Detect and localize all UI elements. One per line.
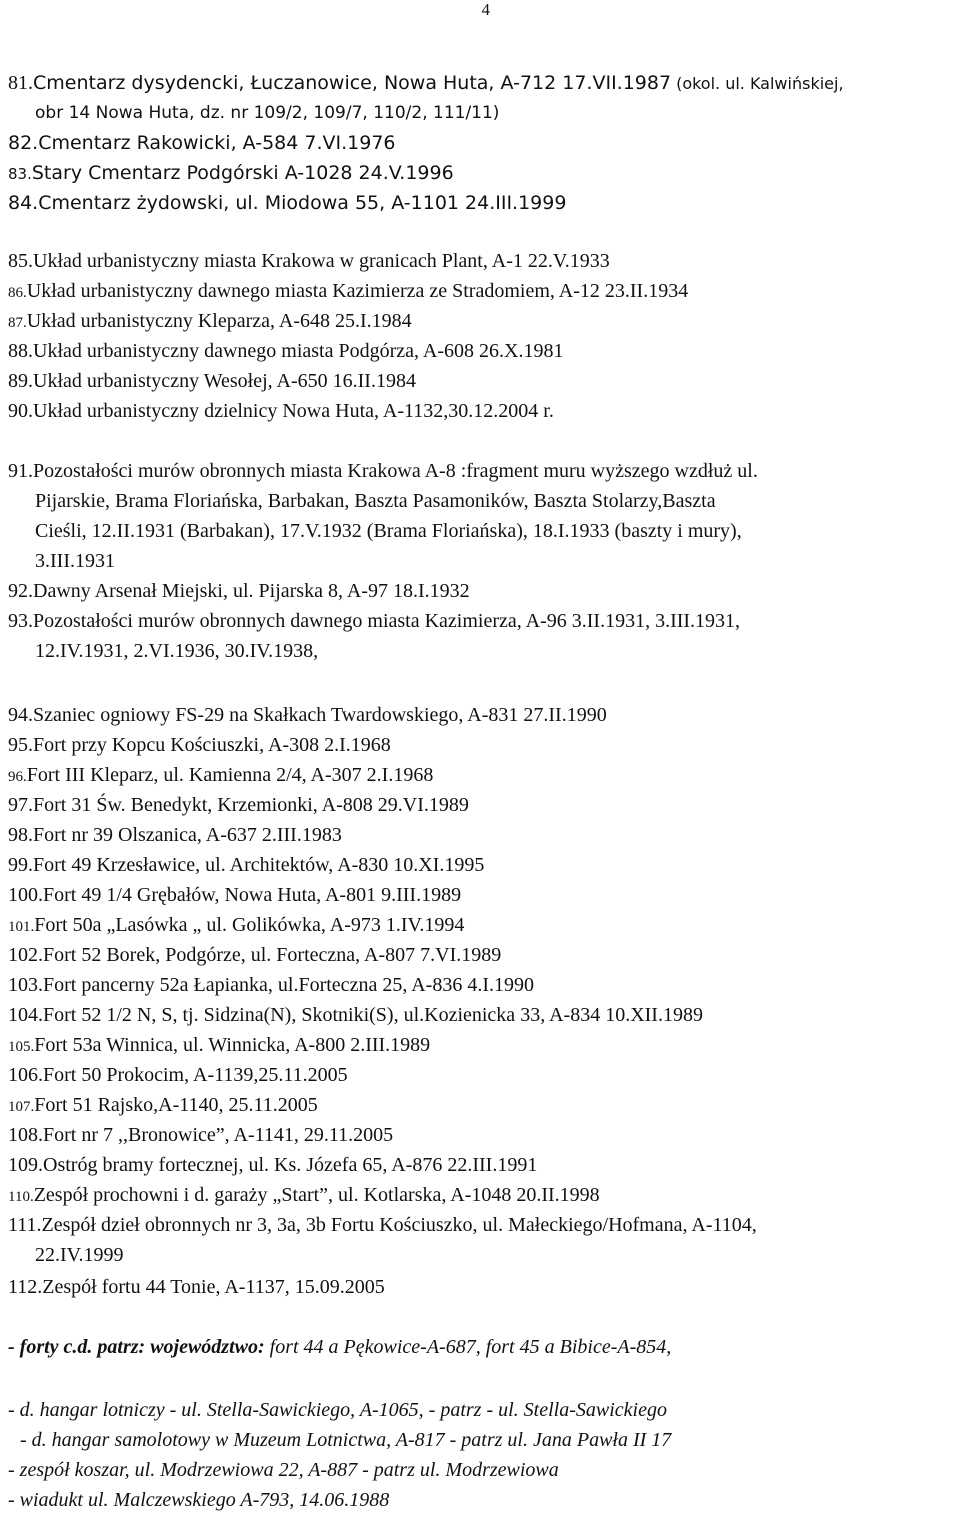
item-number: 94.: [8, 704, 33, 726]
footer-hangar-lotniczy: - d. hangar lotniczy - ul. Stella-Sawickiego, A-1065, - patrz - ul. Stella-Sawickiego: [8, 1399, 667, 1421]
item-number: 84.: [8, 192, 39, 214]
item-text: Układ urbanistyczny Kleparza, A-648 25.I.1984: [26, 310, 412, 332]
list-item: [8, 68, 953, 99]
item-text: Układ urbanistyczny dawnego miasta Kazimierza ze Stradomiem, A-12 23.II.1934: [26, 280, 689, 302]
list-item: [8, 188, 953, 218]
item-number: 87.: [8, 315, 27, 331]
item-text: Ostróg bramy fortecznej, ul. Ks. Józefa 65, A-876 22.III.1991: [43, 1154, 538, 1176]
item-number: 102.: [8, 944, 43, 966]
item-number: 99.: [8, 854, 33, 876]
item-number: 104.: [8, 1004, 43, 1026]
item-number: 89.: [8, 370, 33, 392]
item-text: Zespół fortu 44 Tonie, A-1137, 15.09.2005: [42, 1276, 385, 1298]
item-number: 111.: [8, 1214, 42, 1236]
list-item: [8, 910, 953, 942]
list-item: [8, 1000, 953, 1030]
item-text: Fort 31 Św. Benedykt, Krzemionki, A-808 29.VI.1989: [33, 794, 469, 816]
list-item: [8, 1150, 953, 1180]
item-number: 90.: [8, 400, 33, 422]
item-text: Fort pancerny 52a Łapianka, ul.Forteczna 25, A-836 4.I.1990: [43, 974, 534, 996]
list-item: [8, 970, 953, 1000]
item-text: Fort nr 39 Olszanica, A-637 2.III.1983: [33, 824, 342, 846]
footer-zespol-koszar: - zespół koszar, ul. Modrzewiowa 22, A-887 - patrz ul. Modrzewiowa: [8, 1459, 559, 1481]
list-item: [8, 1272, 953, 1302]
item-number: 97.: [8, 794, 33, 816]
list-item: [8, 940, 953, 970]
item-number: 96.: [8, 769, 27, 785]
item-number: 91.: [8, 460, 33, 482]
item-number: 105.: [8, 1039, 35, 1055]
list-item: [8, 366, 953, 396]
list-item: [8, 306, 953, 338]
list-item: [8, 820, 953, 850]
item-number: 106.: [8, 1064, 43, 1086]
list-item: [8, 606, 953, 636]
item-number: 83.: [8, 165, 32, 183]
item-continuation: 12.IV.1931, 2.VI.1936, 30.IV.1938,: [35, 640, 319, 662]
footer-hangar-samolotowy: - d. hangar samolotowy w Muzeum Lotnictwa, A-817 - patrz ul. Jana Pawła II 17: [20, 1429, 672, 1451]
item-text: Pozostałości murów obronnych miasta Krakowa A-8 :fragment muru wyższego wzdłuż ul.: [33, 460, 758, 482]
list-item: [8, 730, 953, 760]
item-text: Fort 49 1/4 Grębałów, Nowa Huta, A-801 9.III.1989: [43, 884, 462, 906]
footer-forty-label: - forty c.d. patrz: województwo:: [8, 1336, 265, 1358]
item-text: Fort 53a Winnica, ul. Winnicka, A-800 2.III.1989: [34, 1034, 431, 1056]
item-text: Układ urbanistyczny Wesołej, A-650 16.II.1984: [33, 370, 416, 392]
item-number: 98.: [8, 824, 33, 846]
list-item: [8, 850, 953, 880]
item-text: Cmentarz Rakowicki, A-584 7.VI.1976: [38, 132, 396, 154]
list-item: [8, 700, 953, 730]
footer-wiadukt: - wiadukt ul. Malczewskiego A-793, 14.06.1988: [8, 1489, 390, 1511]
list-item: [8, 790, 953, 820]
item-text: Cmentarz dysydencki, Łuczanowice, Nowa Huta, A-712 17.VII.1987: [33, 72, 672, 94]
item-number: 82.: [8, 132, 39, 154]
list-item: [8, 576, 953, 606]
item-text: Stary Cmentarz Podgórski A-1028 24.V.1996: [31, 162, 454, 184]
item-number: 103.: [8, 974, 43, 996]
item-text: Fort 51 Rajsko,A-1140, 25.11.2005: [34, 1094, 318, 1116]
list-item: [8, 396, 953, 426]
list-item: [8, 276, 953, 308]
item-number: 107.: [8, 1099, 35, 1115]
list-item: [8, 158, 953, 189]
item-text: Zespół dzieł obronnych nr 3, 3a, 3b Fortu Kościuszko, ul. Małeckiego/Hofmana, A-1104,: [41, 1214, 757, 1236]
list-item: [8, 1060, 953, 1090]
item-continuation: 3.III.1931: [35, 550, 115, 572]
item-text: Fort nr 7 ,,Bronowice”, A-1141, 29.11.2005: [43, 1124, 394, 1146]
list-item: [8, 456, 953, 486]
list-item: [8, 1120, 953, 1150]
item-number: 109.: [8, 1154, 43, 1176]
item-text: Układ urbanistyczny dawnego miasta Podgórza, A-608 26.X.1981: [33, 340, 564, 362]
item-text: Pozostałości murów obronnych dawnego miasta Kazimierza, A-96 3.II.1931, 3.III.1931,: [33, 610, 741, 632]
list-item: [8, 1210, 953, 1240]
item-text: Fort 52 1/2 N, S, tj. Sidzina(N), Skotniki(S), ul.Kozienicka 33, A-834 10.XII.1989: [43, 1004, 703, 1026]
item-number: 95.: [8, 734, 33, 756]
item-number: 88.: [8, 340, 33, 362]
footer-forty: [8, 1332, 671, 1362]
list-item: [8, 760, 953, 792]
item-continuation: 22.IV.1999: [35, 1244, 124, 1266]
page-number: 4: [481, 0, 490, 19]
item-number: 92.: [8, 580, 33, 602]
footer-forty-text: fort 44 a Pękowice-A-687, fort 45 a Bibice-A-854,: [264, 1336, 672, 1358]
list-item: [8, 1090, 953, 1122]
item-number: 112.: [8, 1276, 43, 1298]
item-text: Fort 52 Borek, Podgórze, ul. Forteczna, A-807 7.VI.1989: [43, 944, 502, 966]
list-item: [8, 128, 953, 158]
item-number: 81.: [8, 72, 33, 94]
list-item: [8, 1030, 953, 1062]
item-number: 93.: [8, 610, 33, 632]
item-text: Układ urbanistyczny miasta Krakowa w granicach Plant, A-1 22.V.1933: [33, 250, 610, 272]
item-number: 100.: [8, 884, 43, 906]
item-text: Układ urbanistyczny dzielnicy Nowa Huta, A-1132,30.12.2004 r.: [33, 400, 554, 422]
item-text: Fort 49 Krzesławice, ul. Architektów, A-830 10.XI.1995: [33, 854, 485, 876]
item-text: Cmentarz żydowski, ul. Miodowa 55, A-1101 24.III.1999: [38, 192, 567, 214]
list-item: [8, 336, 953, 366]
item-note: (okol. ul. Kalwińskiej,: [676, 74, 844, 93]
item-text: Fort 50a „Lasówka „ ul. Golikówka, A-973 1.IV.1994: [34, 914, 465, 936]
item-continuation: Cieśli, 12.II.1931 (Barbakan), 17.V.1932 (Brama Floriańska), 18.I.1933 (baszty i mury),: [35, 520, 742, 542]
item-continuation: obr 14 Nowa Huta, dz. nr 109/2, 109/7, 110/2, 111/11): [35, 103, 500, 123]
item-number: 101.: [8, 919, 35, 935]
item-continuation: Pijarskie, Brama Floriańska, Barbakan, Baszta Pasamoników, Baszta Stolarzy,Baszta: [35, 490, 716, 512]
list-item: [8, 1180, 953, 1212]
item-number: 110.: [8, 1189, 34, 1205]
item-number: 85.: [8, 250, 33, 272]
item-text: Fort przy Kopcu Kościuszki, A-308 2.I.1968: [33, 734, 391, 756]
item-text: Szaniec ogniowy FS-29 na Skałkach Twardowskiego, A-831 27.II.1990: [33, 704, 607, 726]
list-item: [8, 246, 953, 276]
item-text: Fort III Kleparz, ul. Kamienna 2/4, A-307 2.I.1968: [26, 764, 434, 786]
item-text: Fort 50 Prokocim, A-1139,25.11.2005: [43, 1064, 348, 1086]
item-number: 86.: [8, 285, 27, 301]
item-text: Zespół prochowni i d. garaży „Start”, ul. Kotlarska, A-1048 20.II.1998: [33, 1184, 600, 1206]
item-text: Dawny Arsenał Miejski, ul. Pijarska 8, A-97 18.I.1932: [33, 580, 470, 602]
item-number: 108.: [8, 1124, 43, 1146]
list-item: [8, 880, 953, 910]
